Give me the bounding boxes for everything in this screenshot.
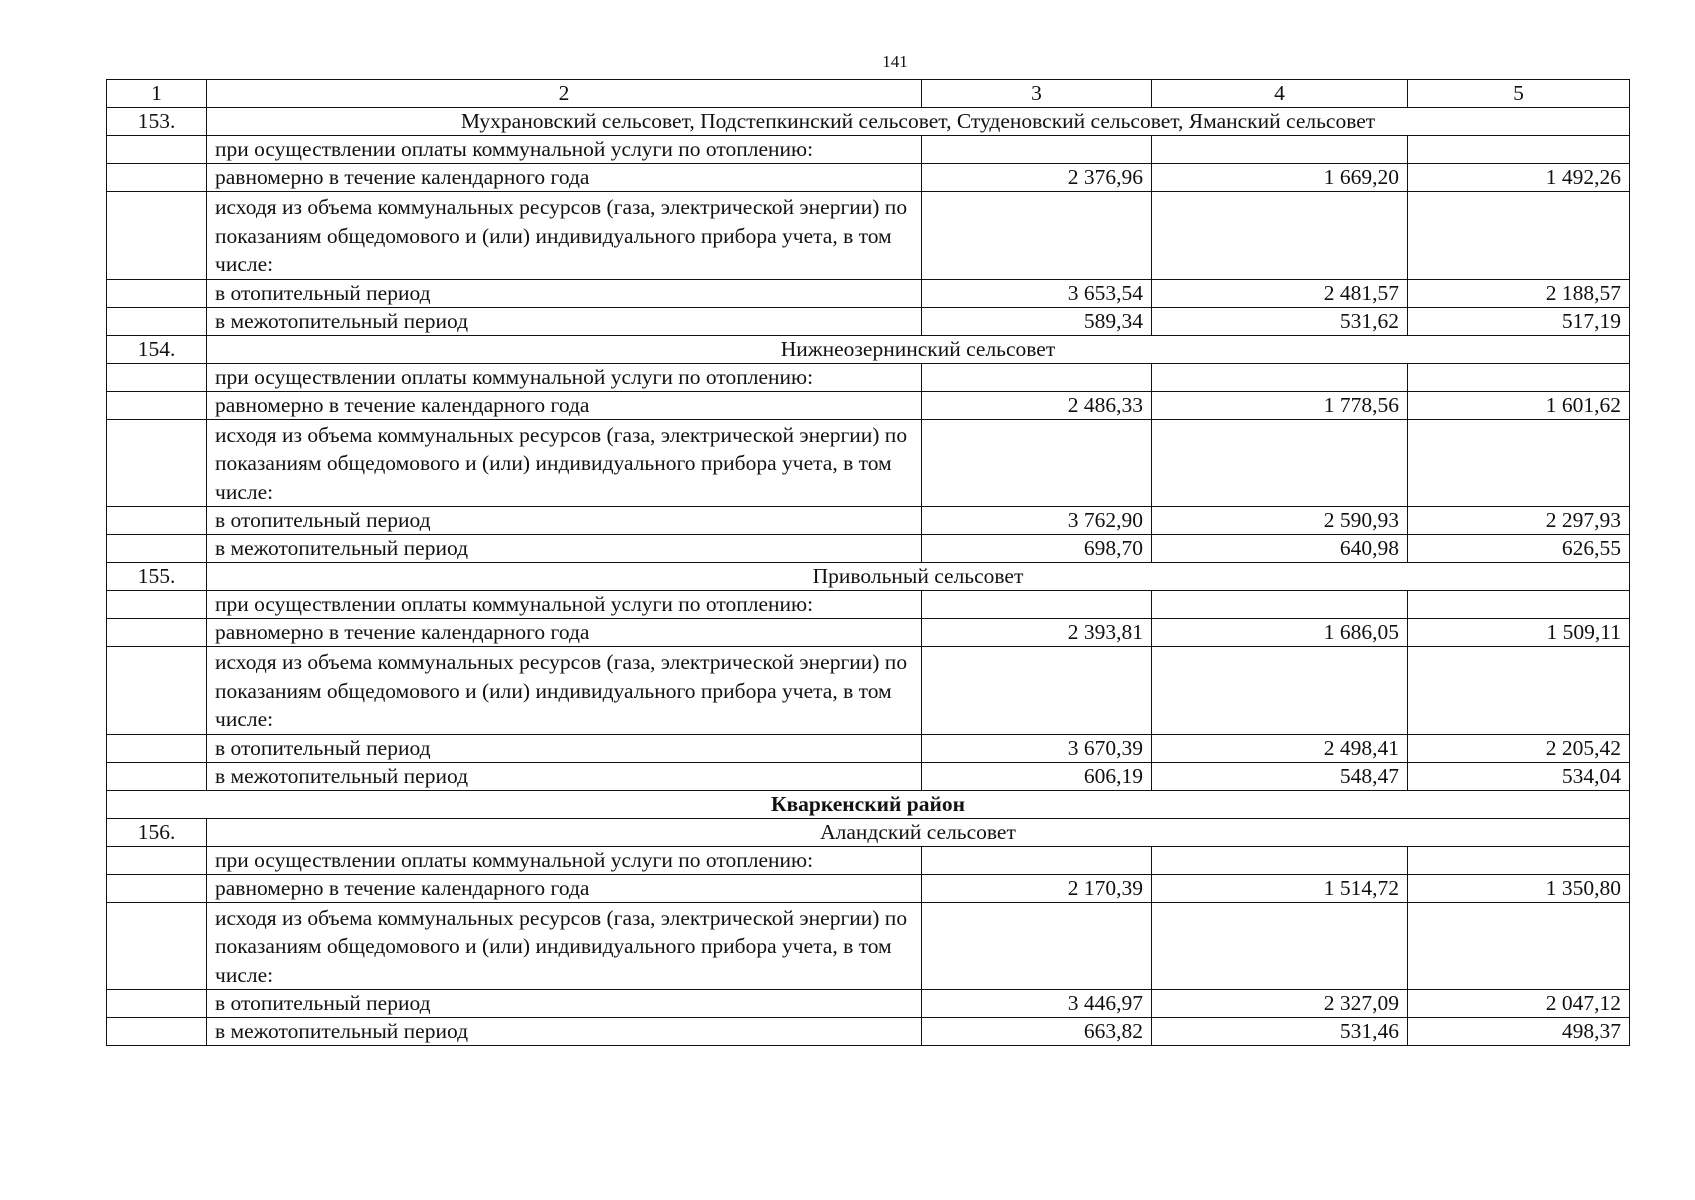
row-label: равномерно в течение календарного года	[207, 391, 922, 419]
empty-cell	[107, 279, 207, 307]
value-cell: 2 327,09	[1152, 990, 1408, 1018]
value-cell: 2 393,81	[922, 619, 1152, 647]
empty-cell	[107, 902, 207, 990]
value-cell: 663,82	[922, 1018, 1152, 1046]
empty-cell	[1408, 419, 1630, 507]
row-label: равномерно в течение календарного года	[207, 619, 922, 647]
value-cell: 2 498,41	[1152, 734, 1408, 762]
uniform-row	[107, 164, 1630, 192]
empty-cell	[107, 734, 207, 762]
meter-row	[107, 647, 1630, 735]
off-period-row	[107, 535, 1630, 563]
empty-cell	[922, 363, 1152, 391]
section-title-row	[107, 108, 1630, 136]
empty-cell	[107, 307, 207, 335]
page-number: 141	[882, 52, 908, 71]
heading-row	[107, 136, 1630, 164]
empty-cell	[1408, 192, 1630, 280]
empty-cell	[107, 619, 207, 647]
value-cell: 640,98	[1152, 535, 1408, 563]
meter-row	[107, 902, 1630, 990]
value-cell: 2 188,57	[1408, 279, 1630, 307]
value-cell: 606,19	[922, 762, 1152, 790]
empty-cell	[107, 363, 207, 391]
empty-cell	[107, 192, 207, 280]
heating-period-row	[107, 507, 1630, 535]
value-cell: 626,55	[1408, 535, 1630, 563]
heading-row	[107, 846, 1630, 874]
meter-row	[107, 419, 1630, 507]
section-index: 156.	[107, 818, 207, 846]
row-label: исходя из объема коммунальных ресурсов (газа, электрической энергии) по показаниям общедомового и (или) индивидуального прибора учета, в том числе:	[207, 192, 922, 280]
row-label: при осуществлении оплаты коммунальной услуги по отоплению:	[207, 591, 922, 619]
section-title-row	[107, 335, 1630, 363]
empty-cell	[1152, 363, 1408, 391]
empty-cell	[1152, 136, 1408, 164]
empty-cell	[107, 164, 207, 192]
empty-cell	[107, 591, 207, 619]
empty-cell	[107, 136, 207, 164]
meter-row	[107, 192, 1630, 280]
value-cell: 1 778,56	[1152, 391, 1408, 419]
column-header: 2	[207, 80, 922, 108]
empty-cell	[107, 391, 207, 419]
value-cell: 2 047,12	[1408, 990, 1630, 1018]
empty-cell	[1408, 647, 1630, 735]
value-cell: 2 590,93	[1152, 507, 1408, 535]
empty-cell	[922, 846, 1152, 874]
district-row	[107, 790, 1630, 818]
value-cell: 2 297,93	[1408, 507, 1630, 535]
empty-cell	[107, 419, 207, 507]
empty-cell	[1408, 136, 1630, 164]
row-label: при осуществлении оплаты коммунальной услуги по отоплению:	[207, 846, 922, 874]
district-name: Кваркенский район	[107, 790, 1630, 818]
section-title-row	[107, 563, 1630, 591]
empty-cell	[1152, 591, 1408, 619]
column-header: 4	[1152, 80, 1408, 108]
section-name: Привольный сельсовет	[207, 563, 1630, 591]
section-index: 153.	[107, 108, 207, 136]
section-name: Мухрановский сельсовет, Подстепкинский сельсовет, Студеновский сельсовет, Яманский сельсовет	[207, 108, 1630, 136]
column-header: 3	[922, 80, 1152, 108]
off-period-row	[107, 762, 1630, 790]
empty-cell	[922, 192, 1152, 280]
value-cell: 1 509,11	[1408, 619, 1630, 647]
empty-cell	[107, 874, 207, 902]
empty-cell	[1152, 192, 1408, 280]
value-cell: 2 486,33	[922, 391, 1152, 419]
value-cell: 3 653,54	[922, 279, 1152, 307]
value-cell: 3 446,97	[922, 990, 1152, 1018]
empty-cell	[1408, 591, 1630, 619]
row-label: в отопительный период	[207, 734, 922, 762]
section-title-row	[107, 818, 1630, 846]
value-cell: 548,47	[1152, 762, 1408, 790]
row-label: в межотопительный период	[207, 1018, 922, 1046]
empty-cell	[1152, 846, 1408, 874]
row-label: в отопительный период	[207, 507, 922, 535]
empty-cell	[1152, 419, 1408, 507]
tariff-table	[106, 79, 1630, 1046]
value-cell: 589,34	[922, 307, 1152, 335]
empty-cell	[922, 591, 1152, 619]
value-cell: 1 514,72	[1152, 874, 1408, 902]
value-cell: 2 481,57	[1152, 279, 1408, 307]
value-cell: 517,19	[1408, 307, 1630, 335]
value-cell: 698,70	[922, 535, 1152, 563]
value-cell: 1 350,80	[1408, 874, 1630, 902]
column-header: 1	[107, 80, 207, 108]
empty-cell	[107, 1018, 207, 1046]
section-index: 154.	[107, 335, 207, 363]
row-label: в межотопительный период	[207, 762, 922, 790]
row-label: в межотопительный период	[207, 535, 922, 563]
heating-period-row	[107, 734, 1630, 762]
row-label: при осуществлении оплаты коммунальной услуги по отоплению:	[207, 363, 922, 391]
row-label: исходя из объема коммунальных ресурсов (газа, электрической энергии) по показаниям общедомового и (или) индивидуального прибора учета, в том числе:	[207, 647, 922, 735]
value-cell: 534,04	[1408, 762, 1630, 790]
row-label: в отопительный период	[207, 990, 922, 1018]
empty-cell	[1152, 647, 1408, 735]
section-name: Нижнеозернинский сельсовет	[207, 335, 1630, 363]
off-period-row	[107, 1018, 1630, 1046]
empty-cell	[1408, 363, 1630, 391]
row-label: равномерно в течение календарного года	[207, 164, 922, 192]
heating-period-row	[107, 279, 1630, 307]
row-label: исходя из объема коммунальных ресурсов (газа, электрической энергии) по показаниям общедомового и (или) индивидуального прибора учета, в том числе:	[207, 902, 922, 990]
row-label: исходя из объема коммунальных ресурсов (газа, электрической энергии) по показаниям общедомового и (или) индивидуального прибора учета, в том числе:	[207, 419, 922, 507]
empty-cell	[107, 990, 207, 1018]
uniform-row	[107, 619, 1630, 647]
empty-cell	[1408, 846, 1630, 874]
row-label: в межотопительный период	[207, 307, 922, 335]
row-label: при осуществлении оплаты коммунальной услуги по отоплению:	[207, 136, 922, 164]
empty-cell	[1152, 902, 1408, 990]
value-cell: 1 686,05	[1152, 619, 1408, 647]
value-cell: 3 670,39	[922, 734, 1152, 762]
value-cell: 1 492,26	[1408, 164, 1630, 192]
uniform-row	[107, 391, 1630, 419]
heading-row	[107, 591, 1630, 619]
value-cell: 2 376,96	[922, 164, 1152, 192]
row-label: в отопительный период	[207, 279, 922, 307]
uniform-row	[107, 874, 1630, 902]
value-cell: 531,62	[1152, 307, 1408, 335]
value-cell: 531,46	[1152, 1018, 1408, 1046]
empty-cell	[107, 507, 207, 535]
column-header: 5	[1408, 80, 1630, 108]
empty-cell	[922, 902, 1152, 990]
section-index: 155.	[107, 563, 207, 591]
empty-cell	[107, 762, 207, 790]
empty-cell	[922, 136, 1152, 164]
empty-cell	[922, 419, 1152, 507]
empty-cell	[107, 535, 207, 563]
header-row	[107, 80, 1630, 108]
value-cell: 2 205,42	[1408, 734, 1630, 762]
value-cell: 3 762,90	[922, 507, 1152, 535]
value-cell: 498,37	[1408, 1018, 1630, 1046]
row-label: равномерно в течение календарного года	[207, 874, 922, 902]
value-cell: 1 669,20	[1152, 164, 1408, 192]
heading-row	[107, 363, 1630, 391]
section-name: Аландский сельсовет	[207, 818, 1630, 846]
off-period-row	[107, 307, 1630, 335]
value-cell: 1 601,62	[1408, 391, 1630, 419]
value-cell: 2 170,39	[922, 874, 1152, 902]
heating-period-row	[107, 990, 1630, 1018]
empty-cell	[107, 647, 207, 735]
empty-cell	[922, 647, 1152, 735]
empty-cell	[1408, 902, 1630, 990]
empty-cell	[107, 846, 207, 874]
